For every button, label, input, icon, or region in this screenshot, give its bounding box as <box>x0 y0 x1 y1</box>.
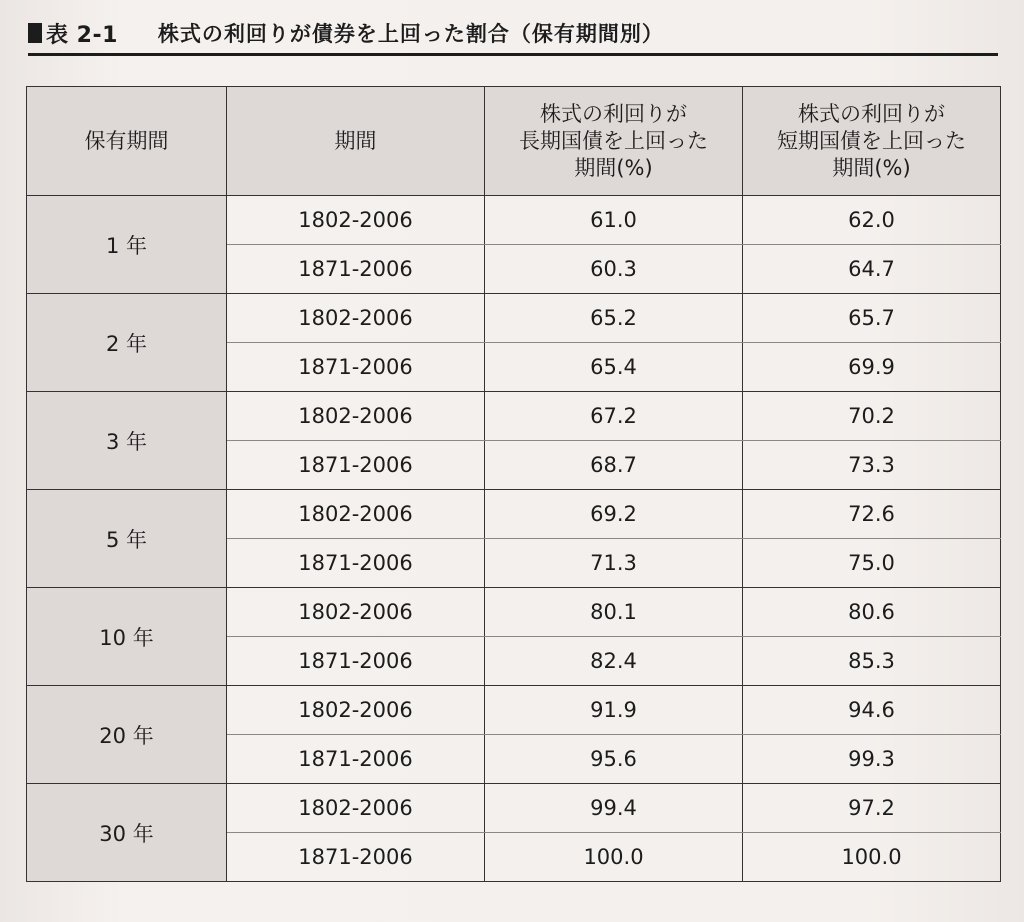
period-cell: 1871-2006 <box>227 245 485 294</box>
short-bond-value: 99.3 <box>743 735 1001 784</box>
period-cell: 1871-2006 <box>227 833 485 882</box>
holding-period-cell: 30 年 <box>27 784 227 882</box>
header-short-line-3: 期間(%) <box>832 155 911 180</box>
short-bond-value: 80.6 <box>743 588 1001 637</box>
long-bond-value: 91.9 <box>485 686 743 735</box>
holding-period-cell: 5 年 <box>27 490 227 588</box>
period-cell: 1871-2006 <box>227 735 485 784</box>
header-short-line-1: 株式の利回りが <box>798 101 945 126</box>
table-title <box>28 14 998 52</box>
holding-period-cell: 20 年 <box>27 686 227 784</box>
period-cell: 1802-2006 <box>227 686 485 735</box>
short-bond-value: 73.3 <box>743 441 1001 490</box>
long-bond-value: 71.3 <box>485 539 743 588</box>
header-short-line-2: 短期国債を上回った <box>777 128 966 153</box>
table-row <box>27 784 1001 833</box>
table-row <box>27 588 1001 637</box>
holding-period-cell: 3 年 <box>27 392 227 490</box>
long-bond-value: 80.1 <box>485 588 743 637</box>
header-long-line-1: 株式の利回りが <box>540 101 687 126</box>
long-bond-value: 65.4 <box>485 343 743 392</box>
short-bond-value: 65.7 <box>743 294 1001 343</box>
period-cell: 1871-2006 <box>227 637 485 686</box>
title-rule <box>28 53 998 56</box>
header-short-bond <box>743 87 1001 196</box>
short-bond-value: 75.0 <box>743 539 1001 588</box>
long-bond-value: 65.2 <box>485 294 743 343</box>
period-cell: 1802-2006 <box>227 784 485 833</box>
short-bond-value: 70.2 <box>743 392 1001 441</box>
long-bond-value: 68.7 <box>485 441 743 490</box>
table-row <box>27 686 1001 735</box>
long-bond-value: 69.2 <box>485 490 743 539</box>
holding-period-cell: 2 年 <box>27 294 227 392</box>
data-table <box>26 86 1001 882</box>
period-cell: 1802-2006 <box>227 294 485 343</box>
long-bond-value: 60.3 <box>485 245 743 294</box>
period-cell: 1802-2006 <box>227 490 485 539</box>
short-bond-value: 62.0 <box>743 196 1001 245</box>
period-cell: 1802-2006 <box>227 196 485 245</box>
period-cell: 1802-2006 <box>227 392 485 441</box>
header-period: 期間 <box>227 87 485 196</box>
title-label: 表 2-1 <box>46 22 118 48</box>
table-row <box>27 490 1001 539</box>
header-holding-period: 保有期間 <box>27 87 227 196</box>
period-cell: 1871-2006 <box>227 441 485 490</box>
long-bond-value: 100.0 <box>485 833 743 882</box>
header-long-bond <box>485 87 743 196</box>
period-cell: 1871-2006 <box>227 343 485 392</box>
short-bond-value: 72.6 <box>743 490 1001 539</box>
title-text: 株式の利回りが債券を上回った割合（保有期間別） <box>157 22 664 46</box>
table-row <box>27 294 1001 343</box>
long-bond-value: 82.4 <box>485 637 743 686</box>
short-bond-value: 69.9 <box>743 343 1001 392</box>
table-row <box>27 196 1001 245</box>
header-row <box>27 87 1001 196</box>
header-long-line-3: 期間(%) <box>574 155 653 180</box>
short-bond-value: 94.6 <box>743 686 1001 735</box>
holding-period-cell: 1 年 <box>27 196 227 294</box>
short-bond-value: 100.0 <box>743 833 1001 882</box>
title-square-icon <box>28 23 42 43</box>
table-row <box>27 392 1001 441</box>
long-bond-value: 61.0 <box>485 196 743 245</box>
period-cell: 1871-2006 <box>227 539 485 588</box>
short-bond-value: 64.7 <box>743 245 1001 294</box>
header-long-line-2: 長期国債を上回った <box>519 128 708 153</box>
short-bond-value: 97.2 <box>743 784 1001 833</box>
long-bond-value: 67.2 <box>485 392 743 441</box>
long-bond-value: 99.4 <box>485 784 743 833</box>
short-bond-value: 85.3 <box>743 637 1001 686</box>
long-bond-value: 95.6 <box>485 735 743 784</box>
holding-period-cell: 10 年 <box>27 588 227 686</box>
period-cell: 1802-2006 <box>227 588 485 637</box>
